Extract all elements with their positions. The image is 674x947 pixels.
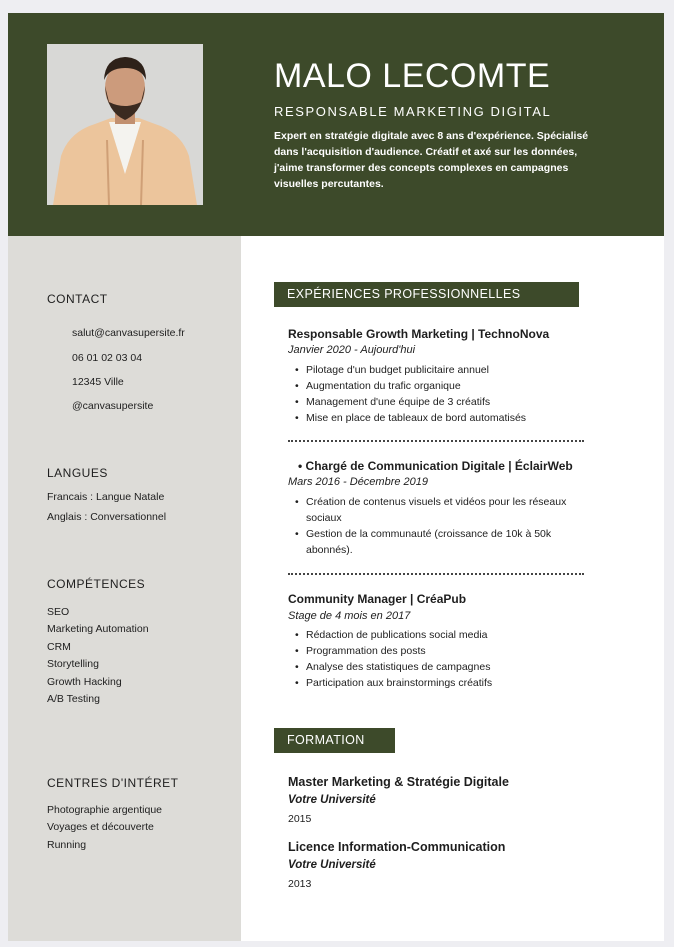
contact-email: salut@canvasupersite.fr bbox=[72, 327, 185, 339]
languages-heading: LANGUES bbox=[47, 466, 108, 480]
interest-item: Running bbox=[47, 839, 87, 851]
education-heading: FORMATION bbox=[274, 728, 395, 753]
skill-item: SEO bbox=[47, 606, 70, 618]
list-item: • Mise en place de tableaux de bord automatisés bbox=[306, 410, 591, 426]
list-item: • Rédaction de publications social media bbox=[306, 627, 591, 643]
education-1-year: 2015 bbox=[288, 813, 312, 825]
contact-address: 12345 Ville bbox=[72, 376, 124, 388]
job-2-date: Mars 2016 - Décembre 2019 bbox=[288, 476, 429, 488]
education-2-school: Votre Université bbox=[288, 859, 376, 871]
job-3-bullets bbox=[306, 627, 591, 691]
experience-heading: EXPÉRIENCES PROFESSIONNELLES bbox=[274, 282, 579, 307]
job-3-title: Community Manager | CréaPub bbox=[288, 592, 467, 606]
bullet-marker: • bbox=[298, 459, 306, 473]
skill-item: Growth Hacking bbox=[47, 676, 122, 688]
education-2-degree: Licence Information-Communication bbox=[288, 840, 506, 854]
person-name: MALO LECOMTE bbox=[274, 57, 551, 95]
resume-page bbox=[8, 13, 664, 941]
skill-item: Storytelling bbox=[47, 658, 99, 670]
job-2-bullets bbox=[306, 494, 591, 558]
job-3-date: Stage de 4 mois en 2017 bbox=[288, 610, 411, 622]
skills-heading: COMPÉTENCES bbox=[47, 577, 146, 591]
job-1-title: Responsable Growth Marketing | TechnoNova bbox=[288, 327, 550, 341]
skill-item: Marketing Automation bbox=[47, 623, 149, 635]
language-item: Anglais : Conversationnel bbox=[47, 511, 167, 523]
divider bbox=[288, 440, 584, 442]
profile-summary: Expert en stratégie digitale avec 8 ans d'expérience. Spécialisé dans l'acquisition d'audience. Créatif et axé sur les données, j'aime transformer des concepts complexes en campagnes visuelles percutantes. bbox=[274, 130, 589, 190]
list-item: • Augmentation du trafic organique bbox=[306, 378, 591, 394]
person-illustration bbox=[47, 44, 203, 205]
interest-item: Voyages et découverte bbox=[47, 821, 154, 833]
resume-sidebar bbox=[8, 236, 241, 941]
resume-header bbox=[8, 13, 664, 236]
profile-photo bbox=[47, 44, 203, 205]
list-item: • Pilotage d'un budget publicitaire annuel bbox=[306, 362, 591, 378]
list-item: • Analyse des statistiques de campagnes bbox=[306, 659, 591, 675]
job-title-headline: RESPONSABLE MARKETING DIGITAL bbox=[274, 104, 552, 119]
contact-heading: CONTACT bbox=[47, 292, 108, 306]
language-item: Francais : Langue Natale bbox=[47, 491, 165, 503]
interests-heading: CENTRES D'INTÉRET bbox=[47, 776, 179, 790]
contact-phone: 06 01 02 03 04 bbox=[72, 352, 143, 364]
job-1-bullets bbox=[306, 362, 591, 426]
divider bbox=[288, 573, 584, 575]
contact-social: @canvasupersite bbox=[72, 400, 154, 412]
education-2-year: 2013 bbox=[288, 878, 312, 890]
job-2-title: • Chargé de Communication Digitale | ÉclairWeb bbox=[298, 459, 573, 473]
list-item: • Création de contenus visuels et vidéos pour les réseaux sociaux bbox=[306, 494, 591, 526]
interest-item: Photographie argentique bbox=[47, 804, 163, 816]
education-1-degree: Master Marketing & Stratégie Digitale bbox=[288, 775, 509, 789]
education-1-school: Votre Université bbox=[288, 794, 376, 806]
skill-item: A/B Testing bbox=[47, 693, 100, 705]
job-1-date: Janvier 2020 - Aujourd'hui bbox=[288, 344, 416, 356]
list-item: • Gestion de la communauté (croissance de 10k à 50k abonnés). bbox=[306, 526, 591, 558]
list-item: • Management d'une équipe de 3 créatifs bbox=[306, 394, 591, 410]
skill-item: CRM bbox=[47, 641, 71, 653]
list-item: • Programmation des posts bbox=[306, 643, 591, 659]
list-item: • Participation aux brainstormings créatifs bbox=[306, 675, 591, 691]
